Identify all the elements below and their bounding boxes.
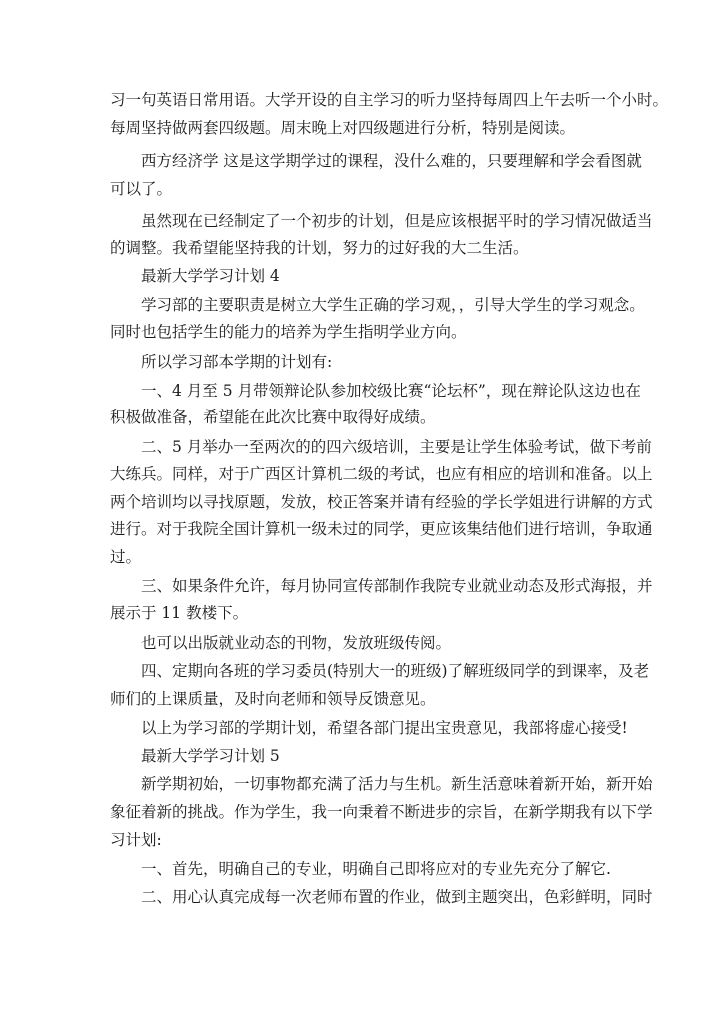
text-line: 每周坚持做两套四级题。周末晚上对四级题进行分析，特别是阅读。 [110,119,576,137]
text-line: 可以了。 [110,180,173,198]
text-line: 西方经济学 这是这学期学过的课程，没什么难的，只要理解和学会看图就 [141,152,642,170]
text-line: 二、用心认真完成每一次老师布置的作业，做到主题突出，色彩鲜明，同时 [141,888,653,906]
text-line: 习一句英语日常用语。大学开设的自主学习的听力坚持每周四上午去听一个小时。 [110,91,669,109]
text-line: 四、定期向各班的学习委员(特别大一的班级)了解班级同学的到课率，及老 [141,662,650,680]
text-line: 一、首先，明确自己的专业，明确自己即将应对的专业先充分了解它. [141,860,611,878]
text-line: 三、如果条件允许，每月协同宣传部制作我院专业就业动态及形式海报，并 [141,577,653,595]
text-line: 展示于 11 教楼下。 [110,604,249,622]
text-line: 大练兵。同样，对于广西区计算机二级的考试，也应有相应的培训和准备。以上 [110,465,653,483]
text-line: 同时也包括学生的能力的培养为学生指明学业方向。 [110,323,467,341]
text-line: 积极做准备，希望能在此次比赛中取得好成绩。 [110,408,436,426]
text-line: 进行。对于我院全国计算机一级未过的同学，更应该集结他们进行培训，争取通 [110,520,653,538]
text-line: 习计划: [110,831,162,849]
text-line: 象征着新的挑战。作为学生，我一向秉着不断进步的宗旨，在新学期我有以下学 [110,803,653,821]
text-line: 一、4 月至 5 月带领辩论队参加校级比赛“论坛杯”，现在辩论队这边也在 [141,382,641,400]
text-line: 虽然现在已经制定了一个初步的计划，但是应该根据平时的学习情况做适当 [141,212,653,230]
text-line: 也可以出版就业动态的刊物，发放班级传阅。 [141,634,452,652]
text-line: 师们的上课质量，及时向老师和领导反馈意见。 [110,690,436,708]
text-line: 新学期初始，一切事物都充满了活力与生机。新生活意味着新开始，新开始 [141,775,653,793]
section-heading: 最新大学学习计划 5 [141,747,280,765]
section-heading: 最新大学学习计划 4 [141,267,280,285]
text-line: 所以学习部本学期的计划有: [141,353,333,371]
text-line: 二、5 月举办一至两次的的四六级培训，主要是让学生体验考试，做下考前 [141,438,652,456]
text-line: 的调整。我希望能坚持我的计划，努力的过好我的大二生活。 [110,239,529,257]
text-line: 以上为学习部的学期计划，希望各部门提出宝贵意见，我部将虚心接受! [141,719,628,737]
text-line: 学习部的主要职责是树立大学生正确的学习观，，引导大学生的学习观念。 [141,296,645,314]
text-line: 过。 [110,548,142,566]
text-line: 两个培训均以寻找原题，发放，校正答案并请有经验的学长学姐进行讲解的方式 [110,493,653,511]
